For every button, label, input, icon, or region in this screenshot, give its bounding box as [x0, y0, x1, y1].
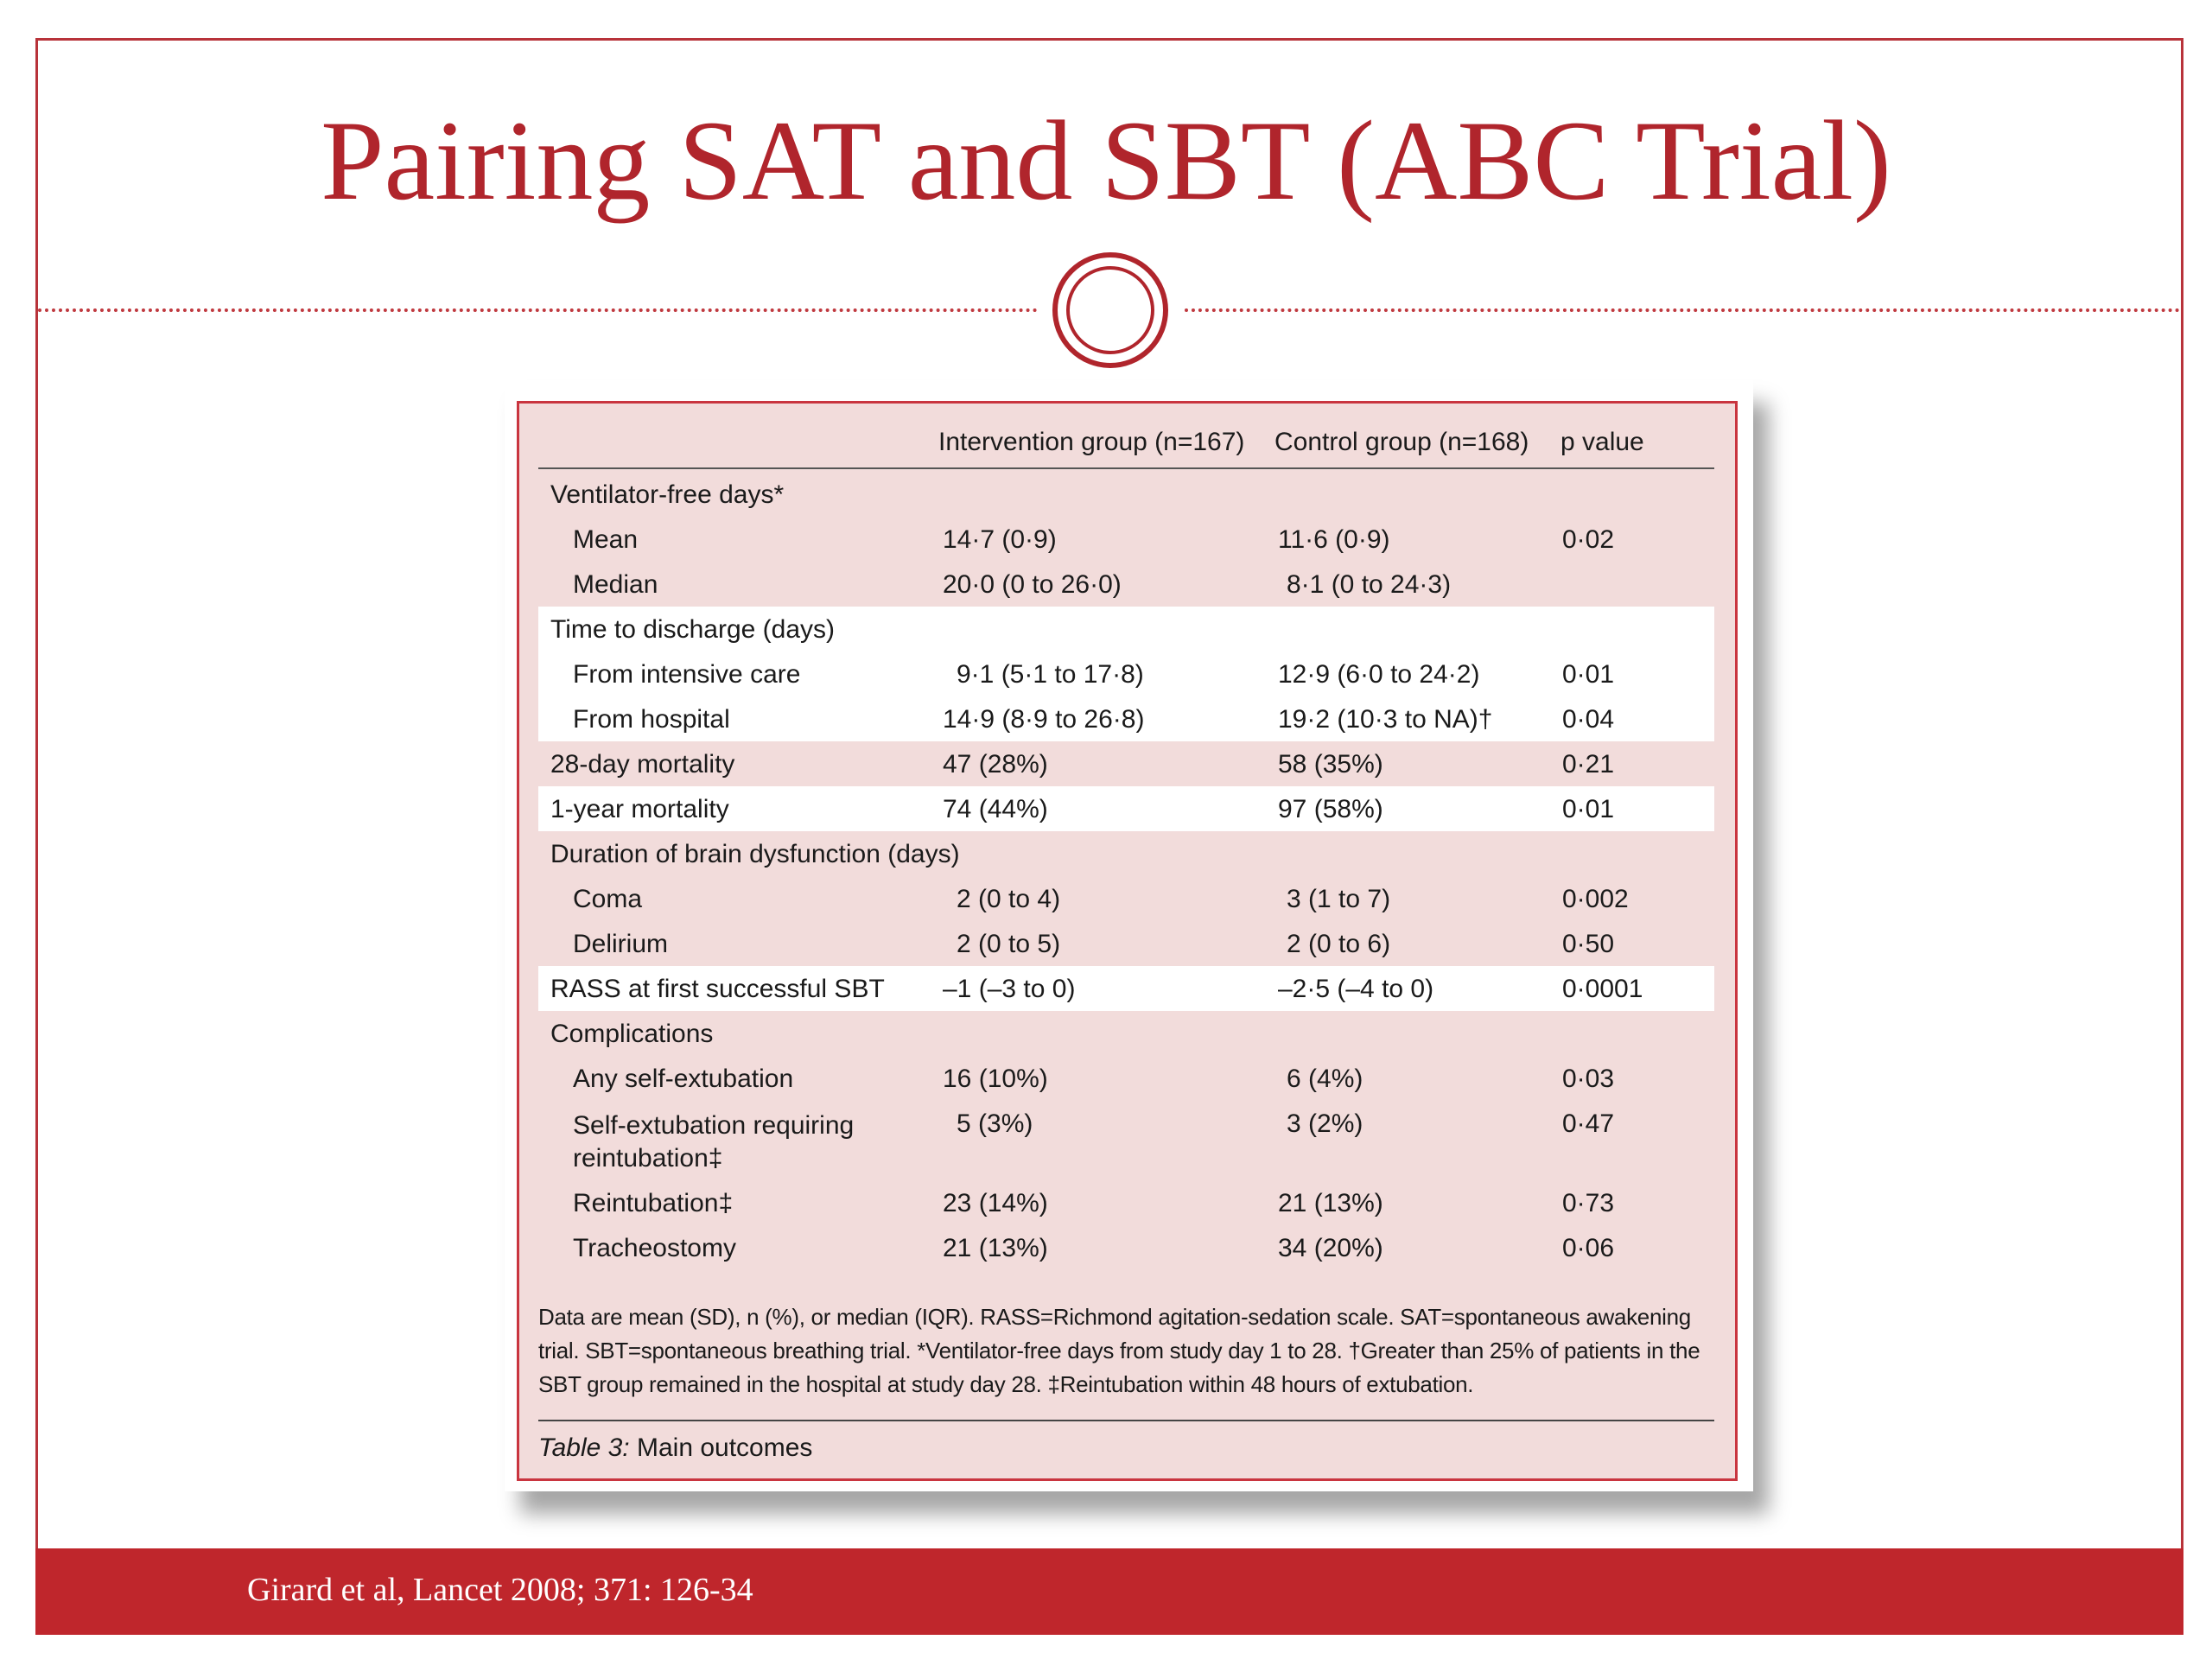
cell-intervention: 21 (13%) — [943, 1234, 1048, 1262]
cell-control: 97 (58%) — [1278, 795, 1383, 823]
row-label: From intensive care — [573, 660, 801, 689]
cell-control: –2·5 (–4 to 0) — [1278, 975, 1434, 1003]
table-row — [538, 1011, 1714, 1056]
cell-intervention: 14·7 (0·9) — [943, 525, 1057, 554]
cell-control: 8·1 (0 to 24·3) — [1287, 570, 1452, 599]
cell-intervention: 23 (14%) — [943, 1189, 1048, 1217]
row-label: Median — [573, 570, 658, 599]
cell-p-value: 0·03 — [1562, 1065, 1615, 1093]
divider-right — [1185, 308, 2180, 312]
row-label: Any self-extubation — [573, 1065, 794, 1093]
table-row — [538, 1056, 1714, 1101]
cell-control: 2 (0 to 6) — [1287, 930, 1391, 958]
row-label: Tracheostomy — [573, 1234, 736, 1262]
table-row — [538, 741, 1714, 786]
table-row — [538, 966, 1714, 1011]
cell-intervention: 14·9 (8·9 to 26·8) — [943, 705, 1145, 734]
cell-p-value: 0·01 — [1562, 660, 1615, 689]
cell-intervention: 2 (0 to 5) — [957, 930, 1061, 958]
row-label: Mean — [573, 525, 639, 554]
table-row — [538, 1225, 1714, 1270]
cell-intervention: 5 (3%) — [957, 1109, 1033, 1138]
cell-control: 34 (20%) — [1278, 1234, 1383, 1262]
table-row — [538, 1180, 1714, 1225]
row-label: Duration of brain dysfunction (days) — [550, 840, 960, 868]
table-row — [538, 607, 1714, 652]
table-caption — [538, 1433, 812, 1463]
row-label: Delirium — [573, 930, 669, 958]
slide-title: Pairing SAT and SBT (ABC Trial) — [321, 97, 1891, 224]
cell-p-value: 0·73 — [1562, 1189, 1615, 1217]
header-intervention: Intervention group (n=167) — [938, 428, 1245, 456]
row-label: Self-extubation requiring reintubation‡ — [573, 1111, 855, 1173]
table-panel — [517, 401, 1738, 1481]
row-label: 1-year mortality — [550, 795, 729, 823]
table-row — [538, 696, 1714, 741]
cell-intervention: 47 (28%) — [943, 750, 1048, 779]
table-row — [538, 1101, 1714, 1180]
cell-p-value: 0·002 — [1562, 885, 1629, 913]
table-row — [538, 562, 1714, 607]
row-label: Coma — [573, 885, 643, 913]
cell-control: 11·6 (0·9) — [1278, 525, 1390, 554]
cell-p-value: 0·47 — [1562, 1109, 1615, 1138]
footer-bar — [35, 1548, 2183, 1635]
row-label: Complications — [550, 1020, 714, 1048]
divider-left — [38, 308, 1038, 312]
table-row — [538, 517, 1714, 562]
table-row — [538, 786, 1714, 831]
cell-intervention: 74 (44%) — [943, 795, 1048, 823]
cell-control: 19·2 (10·3 to NA)† — [1278, 705, 1493, 734]
cell-intervention: 2 (0 to 4) — [957, 885, 1061, 913]
row-label: RASS at first successful SBT — [550, 975, 885, 1003]
cell-p-value: 0·0001 — [1562, 975, 1643, 1003]
table-image-card — [505, 380, 1753, 1491]
cell-intervention: –1 (–3 to 0) — [943, 975, 1076, 1003]
cell-control: 12·9 (6·0 to 24·2) — [1278, 660, 1480, 689]
table-body — [538, 472, 1714, 1270]
caption-label: Table 3: — [538, 1433, 630, 1462]
cell-p-value: 0·01 — [1562, 795, 1615, 823]
row-label: From hospital — [573, 705, 730, 734]
table-row — [538, 472, 1714, 517]
table-header — [538, 419, 1714, 469]
table-row — [538, 652, 1714, 696]
table-row — [538, 921, 1714, 966]
header-control: Control group (n=168) — [1274, 428, 1529, 456]
cell-control: 21 (13%) — [1278, 1189, 1383, 1217]
table-row — [538, 831, 1714, 876]
cell-intervention: 20·0 (0 to 26·0) — [943, 570, 1122, 599]
row-label: Reintubation‡ — [573, 1189, 734, 1217]
cell-intervention: 16 (10%) — [943, 1065, 1048, 1093]
table-footnote: Data are mean (SD), n (%), or median (IQR). RASS=Richmond agitation-sedation scale. SAT=spontaneous awakening trial. SBT=spontaneous breathing trial. *Ventilator-free days from study day 1 to 28. †Greater than 25% of patients in the SBT group remained in the hospital at study day 28. ‡Reintubation within 48 hours of extubation. — [538, 1304, 1700, 1397]
row-label: Time to discharge (days) — [550, 615, 836, 644]
cell-p-value: 0·06 — [1562, 1234, 1615, 1262]
cell-p-value: 0·50 — [1562, 930, 1615, 958]
cell-p-value: 0·02 — [1562, 525, 1615, 554]
cell-p-value: 0·04 — [1562, 705, 1615, 734]
caption-text: Main outcomes — [629, 1433, 813, 1462]
cell-control: 6 (4%) — [1287, 1065, 1363, 1093]
row-label: Ventilator-free days* — [550, 480, 785, 509]
cell-p-value: 0·21 — [1562, 750, 1615, 779]
caption-rule — [538, 1420, 1714, 1421]
cell-control: 58 (35%) — [1278, 750, 1383, 779]
cell-control: 3 (2%) — [1287, 1109, 1363, 1138]
row-label: 28-day mortality — [550, 750, 735, 779]
table-row — [538, 876, 1714, 921]
cell-control: 3 (1 to 7) — [1287, 885, 1391, 913]
citation: Girard et al, Lancet 2008; 371: 126-34 — [247, 1572, 753, 1608]
header-p-value: p value — [1560, 428, 1644, 456]
circle-ornament-icon — [1052, 252, 1168, 368]
cell-intervention: 9·1 (5·1 to 17·8) — [957, 660, 1144, 689]
